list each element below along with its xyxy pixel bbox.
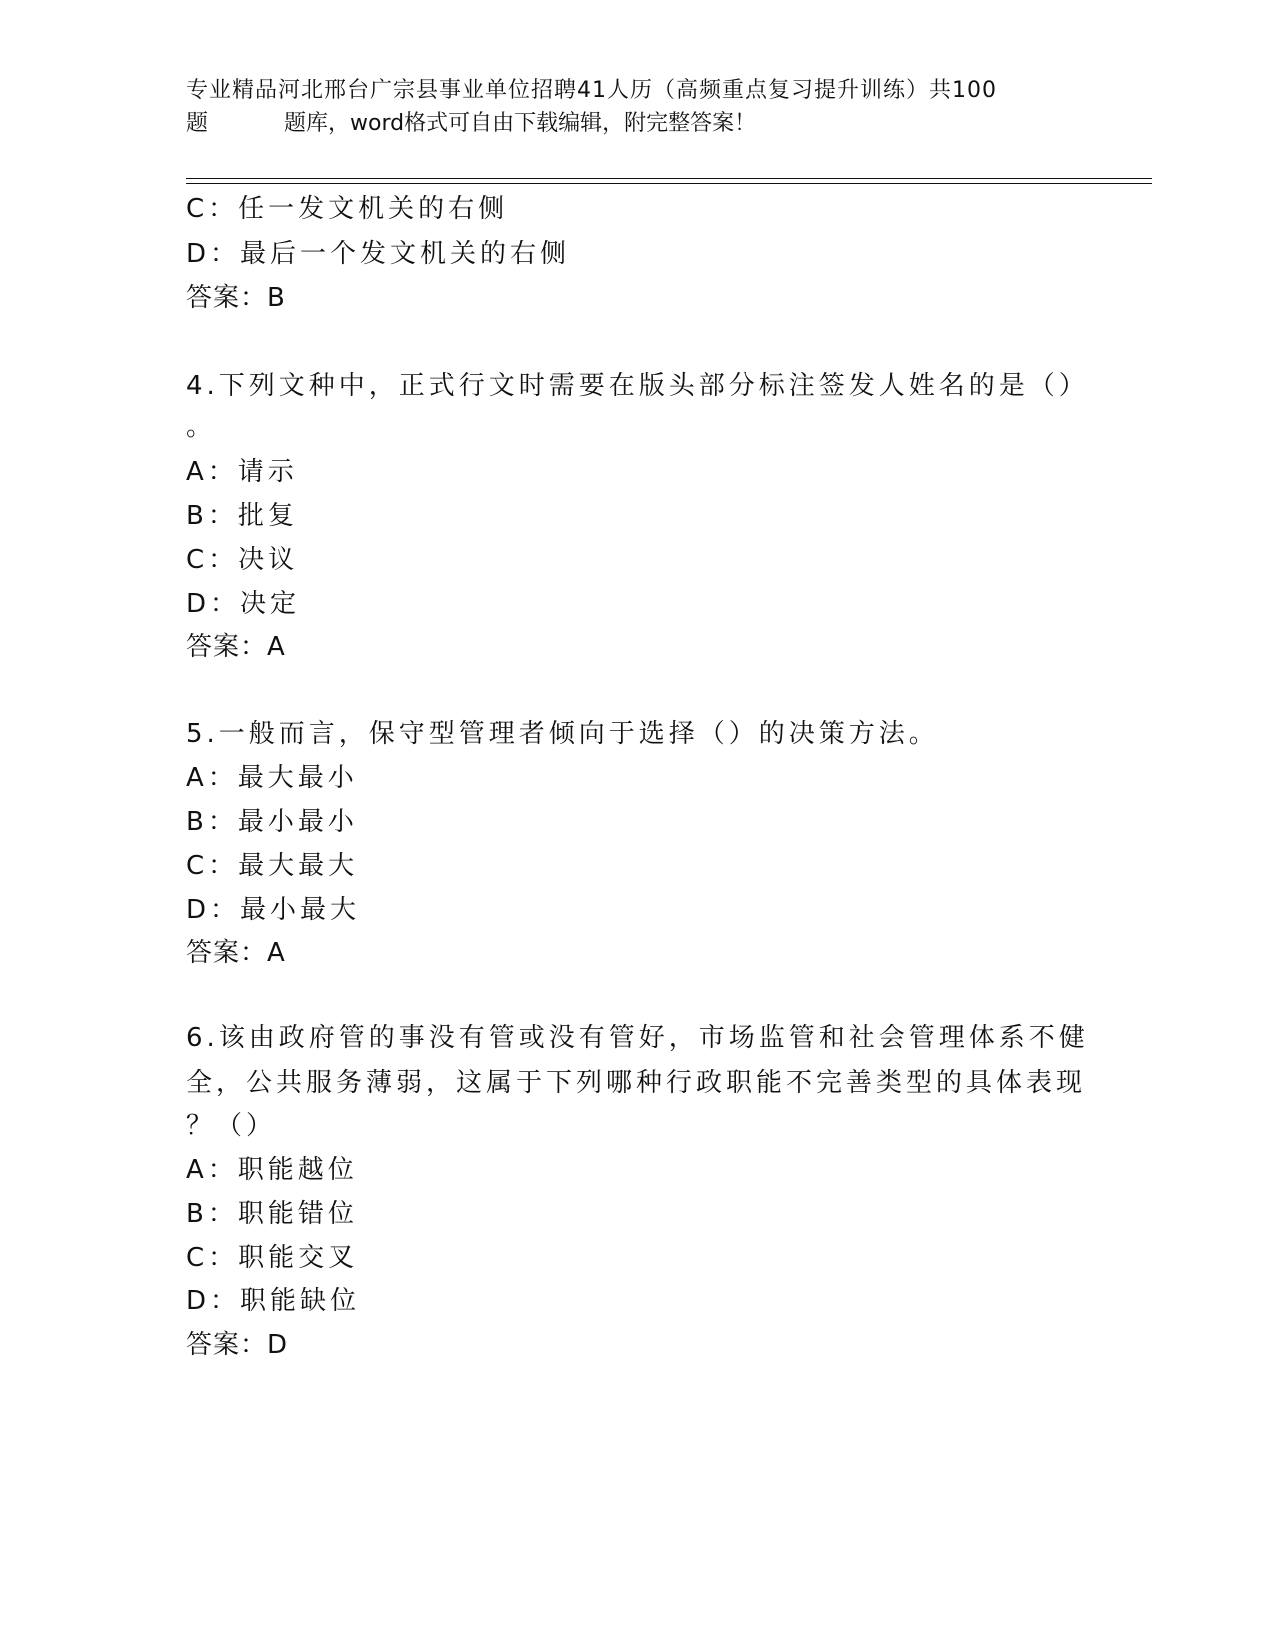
q4-stem-end: 。 [186, 412, 217, 442]
q5-option-b: B：最小最小 [186, 807, 358, 837]
q4-option-d: D：决定 [186, 589, 301, 619]
q5-option-a: A：最大最小 [186, 763, 358, 793]
q6-stem-line3: ？（） [186, 1111, 277, 1141]
document-header [186, 74, 1086, 140]
q5-option-c: C：最大最大 [186, 851, 359, 881]
q4-answer: 答案：A [186, 632, 286, 662]
q6-stem-line1: 6.该由政府管的事没有管或没有管好，市场监管和社会管理体系不健 [186, 1023, 1089, 1053]
q5-stem: 5.一般而言，保守型管理者倾向于选择（）的决策方法。 [186, 719, 939, 749]
q6-option-d: D：职能缺位 [186, 1286, 361, 1316]
q6-answer: 答案：D [186, 1330, 289, 1360]
header-divider-top [186, 178, 1152, 179]
header-subtitle [186, 107, 1086, 140]
q6-option-c: C：职能交叉 [186, 1243, 359, 1273]
q5-answer: 答案：A [186, 938, 286, 968]
q4-option-b: B：批复 [186, 501, 298, 531]
q6-option-b: B：职能错位 [186, 1199, 358, 1229]
header-divider-bottom [186, 183, 1152, 184]
header-subtitle-text: 题库，word格式可自由下载编辑，附完整答案！ [284, 111, 757, 136]
q4-option-c: C：决议 [186, 545, 299, 575]
q3-answer: 答案：B [186, 283, 286, 313]
q5-option-d: D：最小最大 [186, 895, 361, 925]
q4-option-a: A：请示 [186, 457, 298, 487]
q6-option-a: A：职能越位 [186, 1155, 358, 1185]
header-title: 专业精品河北邢台广宗县事业单位招聘41人历（高频重点复习提升训练）共100 [186, 78, 997, 103]
header-subtitle-label: 题 [186, 111, 209, 136]
q6-stem-line2: 全，公共服务薄弱，这属于下列哪种行政职能不完善类型的具体表现 [186, 1068, 1087, 1098]
q4-stem: 4.下列文种中，正式行文时需要在版头部分标注签发人姓名的是（） [186, 371, 1089, 401]
q3-option-c: C：任一发文机关的右侧 [186, 194, 509, 224]
q3-option-d: D：最后一个发文机关的右侧 [186, 239, 571, 269]
